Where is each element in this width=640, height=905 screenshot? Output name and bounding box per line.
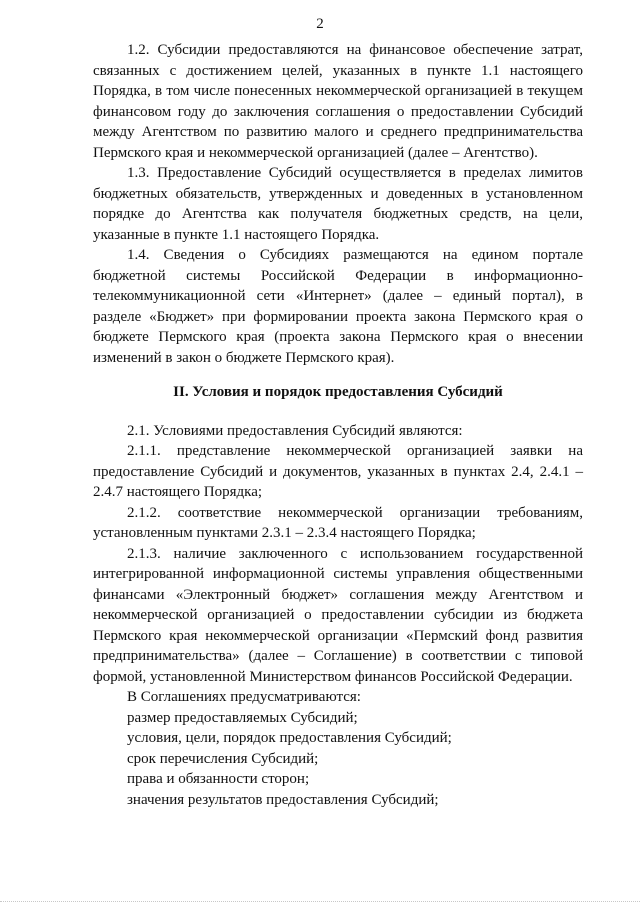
list-item: размер предоставляемых Субсидий; (127, 709, 358, 726)
paragraph-1-4: 1.4. Сведения о Субсидиях размещаются на едином портале бюджетной системы Российской Федерации в информационно-телекоммуникационной сети «Интернет» (далее – единый портал), в разделе «Бюджет» при формировании проекта закона Пермского края о бюджете Пермского края (проекта закона Пермского края о внесении изменений в закон о бюджете Пермского края). (93, 247, 583, 366)
paragraph-1-2: 1.2. Субсидии предоставляются на финансовое обеспечение затрат, связанных с достижением целей, указанных в пункте 1.1 настоящего Порядка, в том числе понесенных некоммерческой организацией в текущем финансовом году до заключения соглашения о предоставлении Субсидий между Агентством по развитию малого и среднего предпринимательства Пермского края и некоммерческой организацией (далее – Агентство). (93, 42, 583, 161)
list-item: срок перечисления Субсидий; (127, 750, 319, 767)
list-item: значения результатов предоставления Субсидий; (127, 791, 439, 808)
list-item: условия, цели, порядок предоставления Субсидий; (127, 730, 452, 746)
page-number: 2 (316, 16, 324, 32)
paragraph-2-1: 2.1. Условиями предоставления Субсидий являются: (127, 422, 463, 439)
list-item: права и обязанности сторон; (127, 771, 310, 787)
paragraph-2-1-1: 2.1.1. представление некоммерческой организацией заявки на предоставление Субсидий и документов, указанных в пунктах 2.4, 2.4.1 – 2.4.7 настоящего Порядка; (93, 443, 583, 500)
paragraph-1-3: 1.3. Предоставление Субсидий осуществляется в пределах лимитов бюджетных обязательств, утвержденных и доведенных в установленном порядке до Агентства как получателя бюджетных средств, на цели, указанные в пункте 1.1 настоящего Порядка. (93, 165, 583, 243)
paragraph-2-1-3: 2.1.3. наличие заключенного с использованием государственной интегрированной информационной системы управления общественными финансами «Электронный бюджет» соглашения между Агентством и некоммерческой организацией о предоставлении субсидии из бюджета Пермского края некоммерческой организации «Пермский фонд развития предпринимательства» (далее – Соглашение) в соответствии с типовой формой, установленной Министерством финансов Российской Федерации. (93, 545, 583, 685)
page-bottom-edge (0, 901, 640, 902)
section-heading: II. Условия и порядок предоставления Субсидий (173, 384, 503, 400)
document-body (93, 40, 583, 810)
paragraph-2-1-2: 2.1.2. соответствие некоммерческой организации требованиям, установленным пунктами 2.3.1 – 2.3.4 настоящего Порядка; (93, 504, 583, 541)
list-intro: В Соглашениях предусматриваются: (127, 689, 361, 705)
